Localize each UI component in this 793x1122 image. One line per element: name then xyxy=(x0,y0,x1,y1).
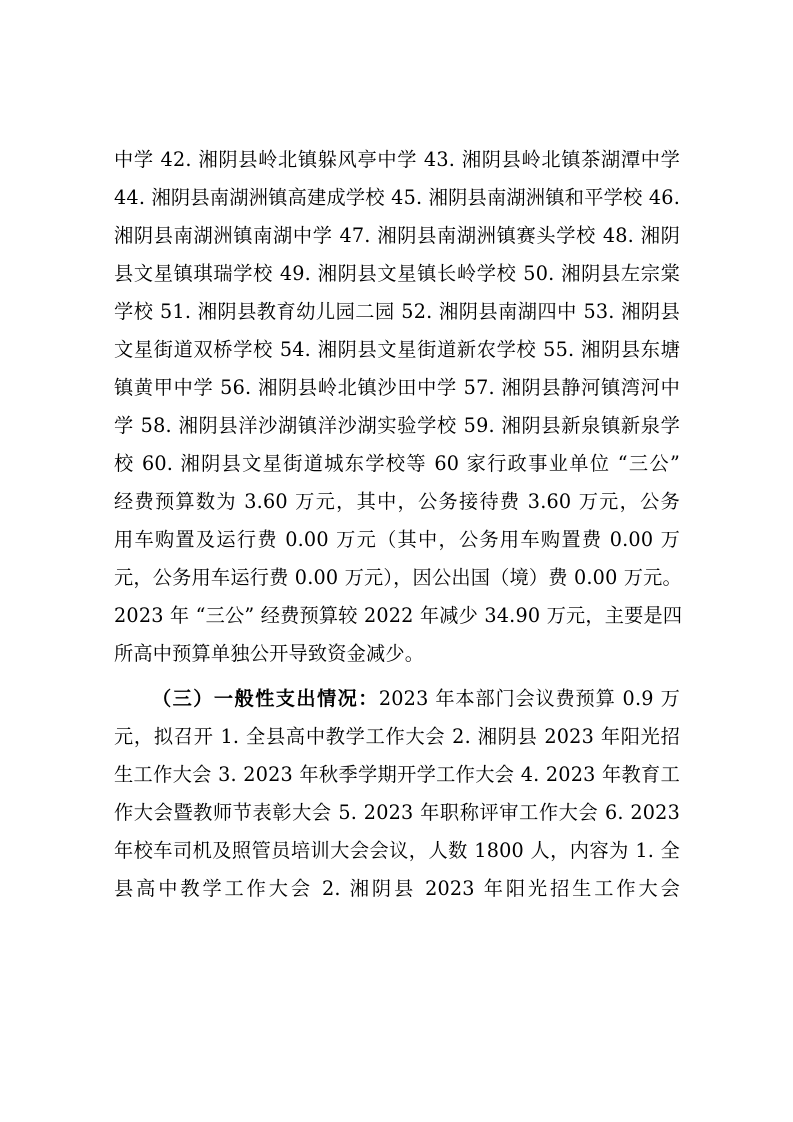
body-text-line: 用车购置及运行费 0.00 万元（其中，公务用车购置费 0.00 万 xyxy=(114,528,680,551)
body-text-line: 县文星镇琪瑞学校 49. 湘阴县文星镇长岭学校 50. 湘阴县左宗棠 xyxy=(114,262,680,285)
section-3-first-line-text: 2023 年本部门会议费预算 0.9 万 xyxy=(378,687,680,710)
body-text-line: 文星街道双桥学校 54. 湘阴县文星街道新农学校 55. 湘阴县东塘 xyxy=(114,338,680,361)
body-text-line: 校 60. 湘阴县文星街道城东学校等 60 家行政事业单位 “三公” xyxy=(114,452,680,475)
body-text-line: 所高中预算单独公开导致资金减少。 xyxy=(114,642,425,665)
section-3-first-line xyxy=(152,681,680,717)
body-text-line: 湘阴县南湖洲镇南湖中学 47. 湘阴县南湖洲镇赛头学校 48. 湘阴 xyxy=(114,224,680,247)
body-text-line: 经费预算数为 3.60 万元，其中，公务接待费 3.60 万元，公务 xyxy=(114,490,680,513)
body-text-line: 元，拟召开 1. 全县高中教学工作大会 2. 湘阴县 2023 年阳光招 xyxy=(114,725,680,748)
body-text-line: 2023 年 “三公” 经费预算较 2022 年减少 34.90 万元，主要是四 xyxy=(114,604,683,627)
body-text-line: 生工作大会 3. 2023 年秋季学期开学工作大会 4. 2023 年教育工 xyxy=(114,763,680,786)
body-text-line: 年校车司机及照管员培训大会会议，人数 1800 人，内容为 1. 全 xyxy=(114,839,680,862)
body-text-line: 元，公务用车运行费 0.00 万元），因公出国（境）费 0.00 万元。 xyxy=(114,566,682,589)
body-text-line: 县高中教学工作大会 2. 湘阴县 2023 年阳光招生工作大会 xyxy=(114,877,680,900)
section-3-heading: （三）一般性支出情况： xyxy=(152,687,379,710)
body-text-line: 中学 42. 湘阴县岭北镇躲风亭中学 43. 湘阴县岭北镇茶湖潭中学 xyxy=(114,148,680,171)
body-text-line: 作大会暨教师节表彰大会 5. 2023 年职称评审工作大会 6. 2023 xyxy=(114,801,680,824)
body-text-line: 学 58. 湘阴县洋沙湖镇洋沙湖实验学校 59. 湘阴县新泉镇新泉学 xyxy=(114,414,680,437)
body-text-line: 44. 湘阴县南湖洲镇高建成学校 45. 湘阴县南湖洲镇和平学校 46. xyxy=(114,186,680,209)
body-text-line: 镇黄甲中学 56. 湘阴县岭北镇沙田中学 57. 湘阴县静河镇湾河中 xyxy=(114,376,680,399)
body-text-line: 学校 51. 湘阴县教育幼儿园二园 52. 湘阴县南湖四中 53. 湘阴县 xyxy=(114,300,680,323)
